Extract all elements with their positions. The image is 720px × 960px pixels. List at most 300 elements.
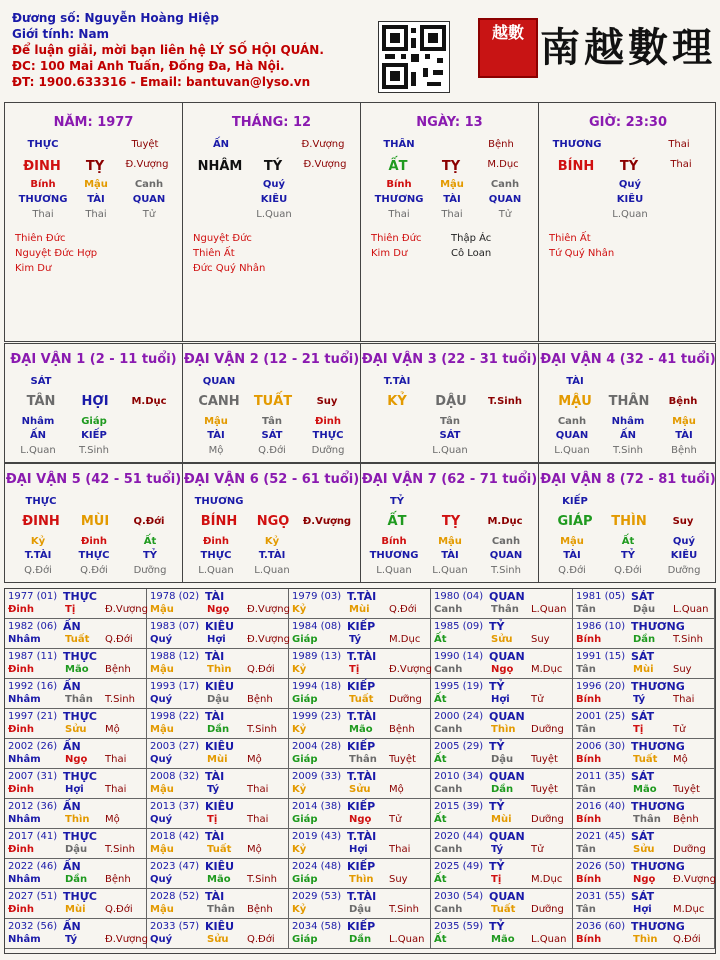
year-stem: Tân [576,604,596,615]
year-label: 1984 (08) [292,621,342,632]
year-branch: Dần [349,934,372,945]
year-branch: Tị [633,724,644,735]
stars-list-2 [451,231,491,261]
year-cell [5,859,147,889]
dai-van-stage: M.Dục [131,396,167,407]
year-label: 2005 (29) [434,741,484,752]
year-god: TỶ [489,800,505,813]
pillar-column [183,103,361,341]
year-stage: Bệnh [247,694,273,705]
year-branch: Tị [65,604,76,615]
dai-van-title: ĐẠI VẬN 2 (12 - 21 tuổi) [183,352,360,367]
year-god: TÀI [205,650,225,663]
year-god: THỰC [63,830,97,843]
year-label: 2015 (39) [434,801,484,812]
hidden-stage: L.Quan [432,445,468,456]
year-stage: Q.Đới [105,904,133,915]
hidden-god: TÀI [441,550,459,561]
year-stage: M.Dục [389,634,421,645]
dai-van-god: THƯƠNG [194,496,244,507]
year-stage: Tuyệt [531,754,558,765]
year-stem: Quý [150,694,173,705]
year-cell [431,769,573,799]
year-stage: Dưỡng [673,844,706,855]
star-item: Đức Quý Nhân [193,263,266,274]
hidden-stem: Bính [386,179,412,190]
dai-van-title: ĐẠI VẬN 7 (62 - 71 tuổi) [361,472,538,487]
year-label: 1985 (09) [434,621,484,632]
hidden-stem: Canh [491,536,521,547]
star-item: Nguyệt Đức [193,233,252,244]
year-stem: Đinh [8,664,35,675]
year-stem: Quý [150,754,173,765]
star-item: Thiên Đức [15,233,66,244]
year-branch: Tuất [491,904,516,915]
star-item: Kim Dư [371,248,408,259]
year-cell [573,859,715,889]
year-cell [289,919,431,949]
year-label: 2020 (44) [434,831,484,842]
year-cell [573,679,715,709]
year-stage: Tuyệt [389,754,416,765]
year-cell [289,859,431,889]
year-branch: Mùi [633,664,654,675]
pillar-column [539,103,717,341]
dai-van-chi: HỢI [81,394,109,409]
year-cell [289,739,431,769]
hidden-stage: L.Quan [554,445,590,456]
hidden-stage: Tử [498,209,512,220]
year-god: T.TÀI [347,710,377,723]
year-branch: Tuất [65,634,90,645]
year-stage: T.Sinh [247,724,277,735]
qr-code-icon [378,21,450,93]
star-item: Cô Loan [451,248,492,259]
dai-van-stage: Bệnh [668,396,698,407]
year-stem: Mậu [150,664,174,675]
year-stage: Bệnh [247,904,273,915]
year-stage: Đ.Vượng [105,934,148,945]
hidden-god: QUAN [132,194,166,205]
owner-info [12,10,324,90]
hidden-stem: Quý [672,536,696,547]
year-cell [431,589,573,619]
year-cell [5,649,147,679]
hidden-stage: Q.Đới [258,445,286,456]
year-branch: Hợi [65,784,84,795]
year-label: 2028 (52) [150,891,200,902]
year-stem: Giáp [292,874,318,885]
year-branch: Dần [491,784,514,795]
year-label: 2002 (26) [8,741,58,752]
dai-van-stage: Suy [672,516,694,527]
year-stage: Dưỡng [531,814,564,825]
year-cell [147,859,289,889]
hidden-god: KIÊU [260,194,288,205]
year-god: THƯƠNG [631,740,685,753]
dai-van-can: ĐINH [22,514,60,529]
year-stage: Q.Đới [389,604,417,615]
year-branch: Sửu [207,934,229,945]
pillar-chi: TỴ [441,159,461,174]
year-label: 2031 (55) [576,891,626,902]
year-cell [289,889,431,919]
year-branch: Dậu [65,844,88,855]
year-god: QUAN [489,710,525,723]
year-cell [289,709,431,739]
year-stem: Kỷ [292,604,307,615]
year-cell [431,709,573,739]
year-stage: Bệnh [105,664,131,675]
hidden-stage: Dưỡng [133,565,167,576]
year-god: T.TÀI [347,830,377,843]
hidden-stem: Ất [621,536,635,547]
dai-van-column [183,344,361,462]
hidden-god: QUAN [488,194,522,205]
year-god: KIẾP [347,800,376,813]
year-stem: Giáp [292,754,318,765]
year-god: TÀI [205,770,225,783]
year-god: SÁT [631,770,655,783]
pillar-top-god: THÂN [383,139,415,150]
year-label: 2034 (58) [292,921,342,932]
year-stage: Thai [673,694,695,705]
hidden-god: TÀI [87,194,105,205]
year-branch: Ngọ [207,604,230,615]
dai-van-god: KIẾP [562,496,588,507]
year-stage: M.Dục [531,874,563,885]
hidden-stem: Tân [262,416,282,427]
year-stage: Tử [531,694,544,705]
year-cell [431,649,573,679]
year-cell [289,799,431,829]
year-branch: Tý [65,934,78,945]
year-branch: Thìn [65,814,90,825]
year-branch: Mão [65,664,89,675]
dai-van-row-1 [4,343,716,463]
year-god: SÁT [631,590,655,603]
year-stem: Bính [576,754,602,765]
year-label: 1989 (13) [292,651,342,662]
year-god: KIẾP [347,680,376,693]
year-stem: Ất [434,754,447,765]
year-branch: Tuất [633,754,658,765]
hidden-god: KIÊU [670,550,698,561]
dai-van-chi: DẬU [435,394,467,409]
year-cell [5,769,147,799]
year-god: ẤN [63,620,81,633]
year-stage: L.Quan [531,604,567,615]
hidden-stem: Canh [134,179,164,190]
star-item: Thiên Ất [193,248,235,259]
dai-van-chi: NGỌ [256,514,290,529]
year-label: 2023 (47) [150,861,200,872]
year-label: 1996 (20) [576,681,626,692]
pillar-chi: TÝ [619,159,639,174]
year-stem: Tân [576,904,596,915]
year-god: KIẾP [347,920,376,933]
year-stage: M.Dục [673,904,705,915]
year-god: ẤN [63,740,81,753]
dai-van-title: ĐẠI VẬN 4 (32 - 41 tuổi) [540,352,716,367]
hidden-stem: Mậu [204,416,228,427]
year-stage: Q.Đới [247,934,275,945]
year-label: 2030 (54) [434,891,484,902]
year-branch: Thân [207,904,235,915]
year-stem: Canh [434,904,463,915]
year-stage: Đ.Vượng [247,634,290,645]
year-label: 2000 (24) [434,711,484,722]
year-stage: T.Sinh [247,874,277,885]
year-label: 2011 (35) [576,771,626,782]
year-stage: Thai [105,754,127,765]
year-god: SÁT [631,890,655,903]
dai-van-column [361,344,539,462]
year-cell [5,799,147,829]
contact-phone-email: ĐT: 1900.633316 - Email: bantuvan@lyso.vn [12,75,311,89]
year-branch: Mão [207,874,231,885]
year-label: 2024 (48) [292,861,342,872]
pillar-top-god: THƯƠNG [552,139,602,150]
year-god: THƯƠNG [631,920,685,933]
year-stem: Tân [576,724,596,735]
year-stage: Q.Đới [105,634,133,645]
year-label: 1999 (23) [292,711,342,722]
hidden-stage: Q.Đới [558,565,586,576]
year-stage: M.Dục [531,664,563,675]
year-label: 2021 (45) [576,831,626,842]
year-stage: Tử [389,814,402,825]
year-god: QUAN [489,770,525,783]
year-stage: Thai [247,814,269,825]
year-stem: Nhâm [8,634,41,645]
year-cell [5,739,147,769]
year-label: 1995 (19) [434,681,484,692]
year-stem: Bính [576,814,602,825]
year-stem: Đinh [8,844,35,855]
hidden-stage: T.Sinh [79,445,109,456]
year-stage: Q.Đới [247,664,275,675]
hidden-stem: Mậu [84,179,108,190]
year-label: 1991 (15) [576,651,626,662]
year-cell [147,589,289,619]
year-stage: Đ.Vượng [673,874,716,885]
star-item: Thiên Đức [371,233,422,244]
year-branch: Thìn [633,934,658,945]
year-god: ẤN [63,920,81,933]
year-cell [289,619,431,649]
year-stage: T.Sinh [105,844,135,855]
pillar-title: NGÀY: 13 [416,115,483,130]
hidden-god: SÁT [439,430,461,441]
year-cell [573,889,715,919]
hidden-stage: T.Sinh [613,445,643,456]
year-stem: Kỷ [292,904,307,915]
year-god: TÀI [205,590,225,603]
hidden-stem: Đinh [314,416,342,427]
year-stem: Canh [434,844,463,855]
dai-van-can: ẤT [387,514,407,529]
hidden-god: TÀI [207,430,225,441]
pillar-chi-stage: M.Dục [487,159,519,170]
year-stage: L.Quan [531,934,567,945]
contact-note: Để luận giải, mời bạn liên hệ LÝ SỐ HỘI QUÁN. [12,43,324,57]
year-stem: Quý [150,874,173,885]
hidden-stage: L.Quan [432,565,468,576]
year-branch: Tuất [349,694,374,705]
year-label: 2014 (38) [292,801,342,812]
hidden-god: KIÊU [616,194,644,205]
four-pillars [4,102,716,342]
hidden-stem: Giáp [81,416,107,427]
year-god: SÁT [631,710,655,723]
dai-van-title: ĐẠI VẬN 1 (2 - 11 tuổi) [10,352,177,367]
year-label: 2022 (46) [8,861,58,872]
stars-list [15,231,97,276]
year-branch: Mùi [207,754,228,765]
dai-van-chi: MÙI [80,514,110,529]
hidden-stage: Thai [85,209,107,220]
hidden-god: T.TÀI [24,550,52,561]
year-god: TỶ [489,860,505,873]
pillar-top-stage: Bệnh [488,139,514,150]
hidden-god: TỶ [620,550,636,561]
year-stage: Dưỡng [531,724,564,735]
hidden-stem: Mậu [440,179,464,190]
star-item: Nguyệt Đức Hợp [15,248,98,259]
year-stage: Đ.Vượng [389,664,432,675]
hidden-stage: L.Quan [256,209,292,220]
year-god: T.TÀI [347,590,377,603]
hidden-god: THỰC [312,430,344,441]
hidden-stem: Nhâm [21,416,55,427]
year-label: 1993 (17) [150,681,200,692]
year-cell [431,679,573,709]
year-cell [5,709,147,739]
hidden-god: SÁT [261,430,283,441]
year-label: 2018 (42) [150,831,200,842]
year-stage: Mộ [389,784,404,795]
year-stage: Bệnh [105,874,131,885]
year-branch: Mão [349,724,373,735]
hidden-stage: Mộ [208,445,224,456]
year-branch: Dậu [207,694,230,705]
year-stage: Thai [105,784,127,795]
year-stage: Tuyệt [531,784,558,795]
year-god: THỰC [63,890,97,903]
year-stem: Quý [150,934,173,945]
dai-van-god: SÁT [30,376,52,387]
year-branch: Dậu [349,904,372,915]
year-stem: Đinh [8,904,35,915]
year-god: SÁT [631,650,655,663]
hidden-stage: Thai [441,209,463,220]
hidden-stage: L.Quan [612,209,648,220]
year-stem: Ất [434,934,447,945]
pillar-top-stage: Thai [668,139,690,150]
year-branch: Tý [491,844,504,855]
year-stage: Tử [673,724,686,735]
dai-van-title: ĐẠI VẬN 8 (72 - 81 tuổi) [540,472,716,487]
year-god: THƯƠNG [631,800,685,813]
year-god: QUAN [489,650,525,663]
year-stem: Giáp [292,634,318,645]
hidden-stage: Q.Đới [614,565,642,576]
year-label: 1981 (05) [576,591,626,602]
year-god: QUAN [489,890,525,903]
year-branch: Ngọ [491,664,514,675]
hidden-stem: Mậu [438,536,462,547]
year-god: KIÊU [205,620,235,633]
pillar-can: BÍNH [557,159,595,174]
year-branch: Sửu [65,724,87,735]
pillar-top-stage: Đ.Vượng [301,139,345,150]
year-god: T.TÀI [347,650,377,663]
year-branch: Mão [633,784,657,795]
pillar-top-god: THỰC [27,139,59,150]
year-god: KIÊU [205,680,235,693]
hidden-god: THỰC [200,550,232,561]
hidden-god: QUAN [555,430,589,441]
year-stem: Tân [576,664,596,675]
hidden-stage: Q.Đới [24,565,52,576]
year-branch: Sửu [349,784,371,795]
year-cell [431,859,573,889]
year-stage: Suy [389,874,408,885]
year-cell [147,799,289,829]
year-label: 1983 (07) [150,621,200,632]
year-branch: Mão [491,934,515,945]
dai-van-stage: Đ.Vượng [302,516,352,527]
year-label: 1990 (14) [434,651,484,662]
year-stem: Kỷ [292,664,307,675]
year-cell [5,619,147,649]
year-label: 2036 (60) [576,921,626,932]
hidden-stem: Ất [143,536,157,547]
year-cell [431,919,573,949]
year-cell [147,769,289,799]
year-stem: Nhâm [8,934,41,945]
year-god: THỰC [63,770,97,783]
year-god: TỶ [489,620,505,633]
year-stage: Mộ [247,844,262,855]
dai-van-title: ĐẠI VẬN 3 (22 - 31 tuổi) [361,352,538,367]
dai-van-stage: Q.Đới [133,516,165,527]
hidden-god: TÀI [443,194,461,205]
hidden-stem: Kỷ [30,536,46,547]
year-cell [147,739,289,769]
dai-van-can: MẬU [558,394,592,409]
year-god: KIÊU [205,920,235,933]
hidden-god: THƯƠNG [18,194,68,205]
year-god: QUAN [489,830,525,843]
year-branch: Thân [491,604,519,615]
pillar-title: NĂM: 1977 [53,115,134,130]
year-cell [5,919,147,949]
year-label: 1994 (18) [292,681,342,692]
year-god: TÀI [205,710,225,723]
year-stem: Giáp [292,694,318,705]
year-branch: Ngọ [633,874,656,885]
dai-van-column [5,464,183,582]
year-branch: Sửu [491,634,513,645]
year-god: THƯƠNG [631,680,685,693]
year-stem: Ất [434,694,447,705]
year-branch: Hợi [207,634,226,645]
hidden-stage: T.Sinh [491,565,521,576]
hidden-stage: Thai [32,209,54,220]
year-branch: Thân [349,754,377,765]
